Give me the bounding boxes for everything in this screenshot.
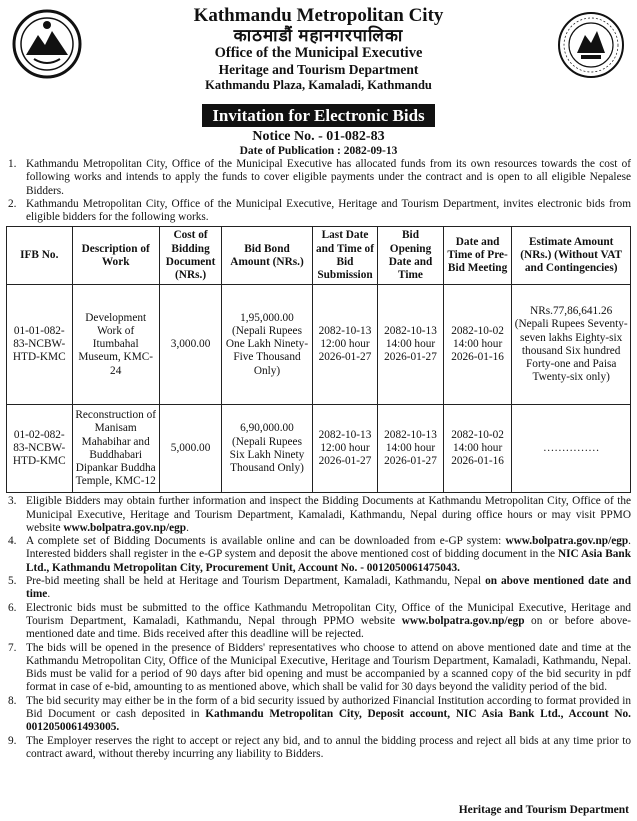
city-name: Kathmandu Metropolitan City [193,5,444,26]
notice-number: Notice No. - 01-082-83 [252,129,385,144]
ifb-number: 01-02-082-83-NCBW-HTD-KMC [7,405,73,493]
submission-deadline: 2082-10-13 12:00 hour 2026-01-27 [312,405,378,493]
list-item: 9. The Employer reserves the right to accept or reject any bid, and to annul the bidding process and reject all bids at any time prior to contract award, without thereby incurring any liability to Bidders. [8,734,631,760]
list-item: 5. Pre-bid meeting shall be held at Heritage and Tourism Department, Kamaladi, Kathmandu, Nepal on above mentioned date and time. [8,575,631,601]
prebid-meeting-date: 2082-10-02 14:00 hour 2026-01-16 [443,405,512,493]
column-header: IFB No. [7,227,73,285]
opening-date: 2082-10-13 14:00 hour 2026-01-27 [378,285,444,405]
list-item: 8. The bid security may either be in the form of a bid security issued by authorized Financial Institution according to format provided in Bid Document or cash deposited in Kathmandu Metropolitan City, Deposit account, NIC Asia Bank Ltd., Account No. 0012050061493005. [8,694,631,734]
bid-bond-amount: 1,95,000.00 (Nepali Rupees One Lakh Ninety-Five Thousand Only) [222,285,312,405]
list-item: 1. Kathmandu Metropolitan City, Office of the Municipal Executive has allocated funds from its own resources towards the cost of following works and intends to apply the funds to cover eligible payments under the contract and is open to all eligible Nepalese Bidders. [8,158,631,197]
document-cost: 3,000.00 [159,285,221,405]
city-emblem-icon [12,9,82,79]
notice-header [6,5,631,105]
table-header-row [7,227,631,285]
link[interactable]: www.bolpatra.gov.np/egp [505,535,629,548]
city-seal-icon [557,11,625,79]
link[interactable]: www.bolpatra.gov.np/egp [63,521,187,534]
terms-list [6,495,631,761]
work-description: Reconstruction of Manisam Mahabihar and Buddhabari Dipankar Buddha Temple, KMC-12 [72,405,159,493]
ifb-number: 01-01-082-83-NCBW-HTD-KMC [7,285,73,405]
column-header: Bid Bond Amount (NRs.) [222,227,312,285]
work-description: Development Work of Itumbahal Museum, KMC-24 [72,285,159,405]
bids-table [6,226,631,493]
column-header: Last Date and Time of Bid Submission [312,227,378,285]
column-header: Bid Opening Date and Time [378,227,444,285]
signature: Heritage and Tourism Department [458,804,629,816]
intro-paragraphs [6,158,631,224]
department-name: Heritage and Tourism Department [218,62,419,77]
column-header: Date and Time of Pre-Bid Meeting [443,227,512,285]
column-header: Cost of Bidding Document (NRs.) [159,227,221,285]
document-cost: 5,000.00 [159,405,221,493]
list-item: 2. Kathmandu Metropolitan City, Office of the Municipal Executive, Heritage and Tourism Department, invites electronic bids from eligible bidders for the following works. [8,197,631,224]
estimate-amount: NRs.77,86,641.26 (Nepali Rupees Seventy-seven lakhs Eighty-six thousand Six hundred Forty-one and Paisa Twenty-six only) [512,285,631,405]
submission-deadline: 2082-10-13 12:00 hour 2026-01-27 [312,285,378,405]
publication-date: Date of Publication : 2082-09-13 [239,145,398,157]
prebid-meeting-date: 2082-10-02 14:00 hour 2026-01-16 [443,285,512,405]
list-item: 7. The bids will be opened in the presence of Bidders' representatives who choose to attend on above mentioned date and time at the Kathmandu Metropolitan City, Office of the Municipal Executive, Heritage and Tourism Department, Kamaladi, Kathmandu, Nepal. Bids must be valid for a period of 90 days after bid opening and must be accompanied by a scanned copy of the bid security in pdf format in case of e-bid, amounting to as mentioned above, which shall be valid for 30 days beyond the validity period of the bid. [8,641,631,694]
table-row [7,285,631,405]
estimate-amount: …………… [512,405,631,493]
column-header: Estimate Amount (NRs.) (Without VAT and Contingencies) [512,227,631,285]
list-item: 6. Electronic bids must be submitted to the office Kathmandu Metropolitan City, Office of the Municipal Executive, Heritage and Tourism Department, Kamaladi, Kathmandu, Nepal through PPMO website www.bolpatra.gov.np/egp on or before above-mentioned date and time. Bids received after this deadline will be rejected. [8,601,631,641]
list-item: 3. Eligible Bidders may obtain further information and inspect the Bidding Documents at Kathmandu Metropolitan City, Office of the Municipal Executive, Heritage and Tourism Department, Kamaladi, Kathmandu, Nepal during office hours or may visit PPMO website www.bolpatra.gov.np/egp. [8,495,631,534]
bid-bond-amount: 6,90,000.00 (Nepali Rupees Six Lakh Ninety Thousand Only) [222,405,312,493]
link[interactable]: www.bolpatra.gov.np/egp [401,614,525,627]
address: Kathmandu Plaza, Kamaladi, Kathmandu [205,78,432,92]
column-header: Description of Work [72,227,159,285]
invitation-banner: Invitation for Electronic Bids [202,104,434,127]
office-name: Office of the Municipal Executive [214,45,423,61]
city-name-nepali: काठमाडौं महानगरपालिका [233,26,404,45]
list-item: 4. A complete set of Bidding Documents is available online and can be downloaded from e-GP system: www.bolpatra.gov.np/egp. Interested bidders shall register in the e-GP system and deposit the above mentioned cost of bidding document in the NIC Asia Bank Ltd., Kathmandu Metropolitan City, Procurement Unit, Account No. - 0012050061475043. [8,535,631,574]
opening-date: 2082-10-13 14:00 hour 2026-01-27 [378,405,444,493]
table-row [7,405,631,493]
